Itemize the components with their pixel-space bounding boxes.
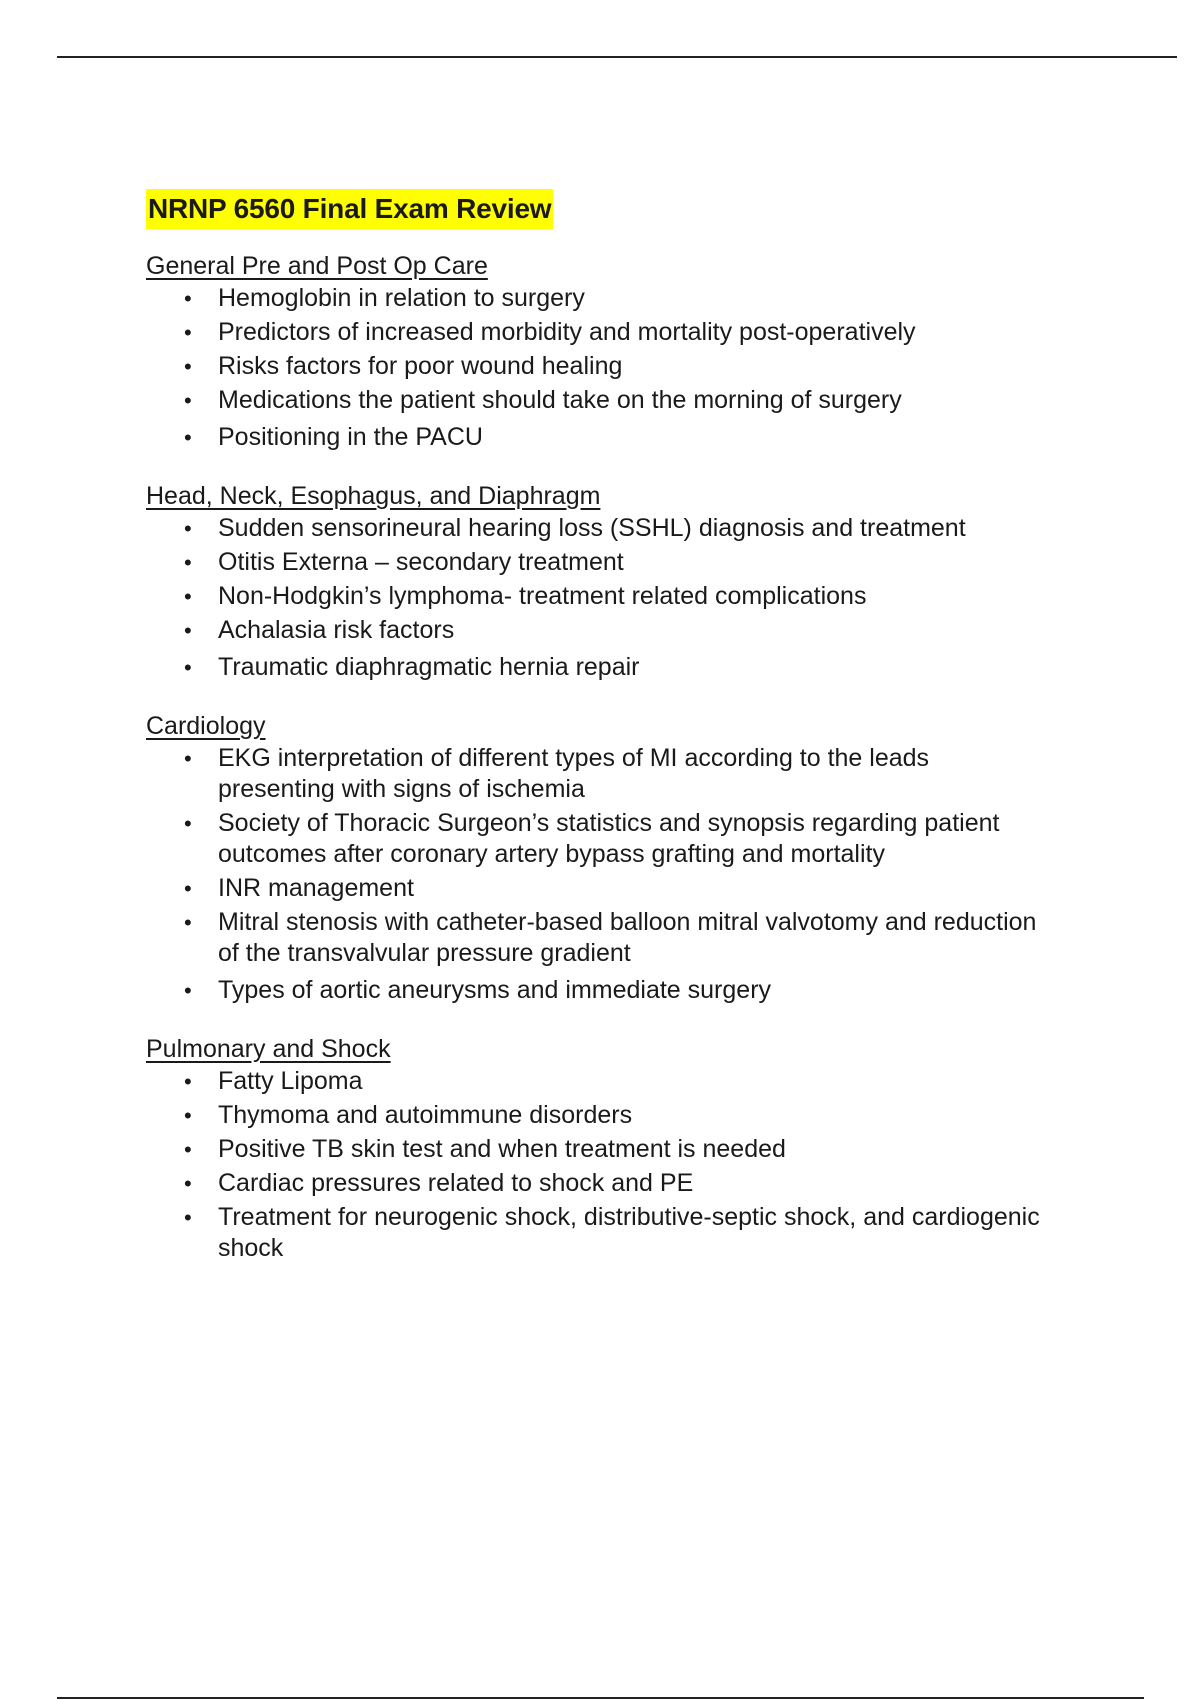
section-heading: Pulmonary and Shock — [146, 1035, 391, 1063]
top-rule — [57, 56, 1177, 58]
list-item: • EKG interpretation of different types of MI according to the leads presenting with signs of ischemia — [218, 743, 1046, 805]
section-pulmonary-shock — [146, 1032, 1046, 1264]
bullet-list — [146, 283, 1046, 453]
section-head-neck — [146, 479, 1046, 683]
document-body — [146, 189, 1046, 1267]
page-title: NRNP 6560 Final Exam Review — [146, 189, 553, 229]
list-item: • Risks factors for poor wound healing — [218, 351, 1046, 382]
list-item: • INR management — [218, 873, 1046, 904]
bullet-list — [146, 1066, 1046, 1264]
list-item: • Positive TB skin test and when treatment is needed — [218, 1134, 1046, 1165]
list-item: • Cardiac pressures related to shock and PE — [218, 1168, 1046, 1199]
list-item: • Otitis Externa – secondary treatment — [218, 547, 1046, 578]
list-item: • Fatty Lipoma — [218, 1066, 1046, 1097]
list-item: • Traumatic diaphragmatic hernia repair — [218, 652, 1046, 683]
bullet-list — [146, 513, 1046, 683]
list-item: • Medications the patient should take on the morning of surgery — [218, 385, 1046, 416]
section-cardiology — [146, 709, 1046, 1006]
list-item: • Sudden sensorineural hearing loss (SSHL) diagnosis and treatment — [218, 513, 1046, 544]
bullet-list — [146, 743, 1046, 1006]
section-heading: Head, Neck, Esophagus, and Diaphragm — [146, 482, 601, 510]
list-item: • Treatment for neurogenic shock, distributive-septic shock, and cardiogenic shock — [218, 1202, 1046, 1264]
list-item: • Society of Thoracic Surgeon’s statistics and synopsis regarding patient outcomes after coronary artery bypass grafting and mortality — [218, 808, 1046, 870]
list-item: • Positioning in the PACU — [218, 422, 1046, 453]
list-item: • Mitral stenosis with catheter-based balloon mitral valvotomy and reduction of the transvalvular pressure gradient — [218, 907, 1046, 969]
list-item: • Achalasia risk factors — [218, 615, 1046, 646]
list-item: • Types of aortic aneurysms and immediate surgery — [218, 975, 1046, 1006]
bottom-rule — [57, 1697, 1144, 1699]
section-general-pre-post-op — [146, 249, 1046, 453]
list-item: • Non-Hodgkin’s lymphoma- treatment related complications — [218, 581, 1046, 612]
section-heading: General Pre and Post Op Care — [146, 252, 488, 280]
list-item: • Predictors of increased morbidity and mortality post-operatively — [218, 317, 1046, 348]
list-item: • Hemoglobin in relation to surgery — [218, 283, 1046, 314]
list-item: • Thymoma and autoimmune disorders — [218, 1100, 1046, 1131]
section-heading: Cardiology — [146, 712, 266, 740]
